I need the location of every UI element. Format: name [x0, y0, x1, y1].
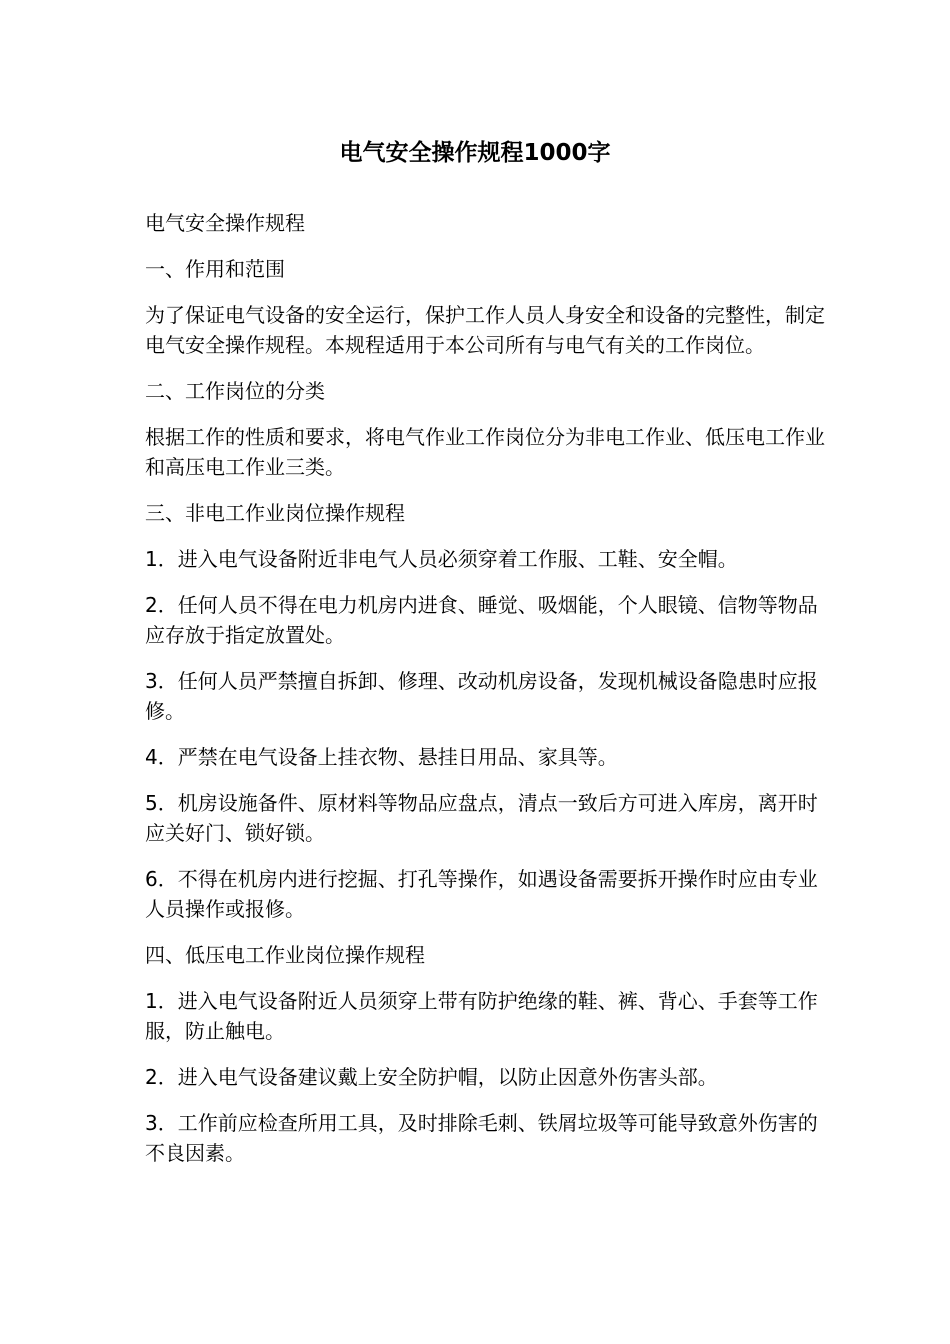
section-heading-2: 二、工作岗位的分类: [145, 379, 325, 403]
section-heading-1: 一、作用和范围: [145, 257, 285, 281]
section-heading-3: 三、非电工作业岗位操作规程: [145, 501, 405, 525]
list-item: 2．进入电气设备建议戴上安全防护帽，以防止因意外伤害头部。: [145, 1065, 718, 1089]
list-item: 3．工作前应检查所用工具，及时排除毛刺、铁屑垃圾等可能导致意外伤害的不良因素。: [145, 1111, 818, 1165]
section-heading-4: 四、低压电工作业岗位操作规程: [145, 943, 425, 967]
list-item: 1．进入电气设备附近非电气人员必须穿着工作服、工鞋、安全帽。: [145, 547, 738, 571]
list-item: 6．不得在机房内进行挖掘、打孔等操作，如遇设备需要拆开操作时应由专业人员操作或报修。: [145, 867, 818, 921]
document-title: 电气安全操作规程1000字: [339, 140, 611, 166]
list-item: 2．任何人员不得在电力机房内进食、睡觉、吸烟能，个人眼镜、信物等物品应存放于指定放置处。: [145, 593, 818, 647]
paragraph-heading: 电气安全操作规程: [145, 211, 305, 235]
list-item: 1．进入电气设备附近人员须穿上带有防护绝缘的鞋、裤、背心、手套等工作服，防止触电。: [145, 989, 818, 1043]
list-item: 3．任何人员严禁擅自拆卸、修理、改动机房设备，发现机械设备隐患时应报修。: [145, 669, 818, 723]
list-item: 5．机房设施备件、原材料等物品应盘点，清点一致后方可进入库房，离开时应关好门、锁好锁。: [145, 791, 818, 845]
list-item: 4．严禁在电气设备上挂衣物、悬挂日用品、家具等。: [145, 745, 618, 769]
paragraph: 为了保证电气设备的安全运行，保护工作人员人身安全和设备的完整性，制定电气安全操作规程。本规程适用于本公司所有与电气有关的工作岗位。: [145, 303, 825, 357]
paragraph: 根据工作的性质和要求，将电气作业工作岗位分为非电工作业、低压电工作业和高压电工作业三类。: [145, 425, 825, 479]
document-body: [145, 208, 825, 1184]
